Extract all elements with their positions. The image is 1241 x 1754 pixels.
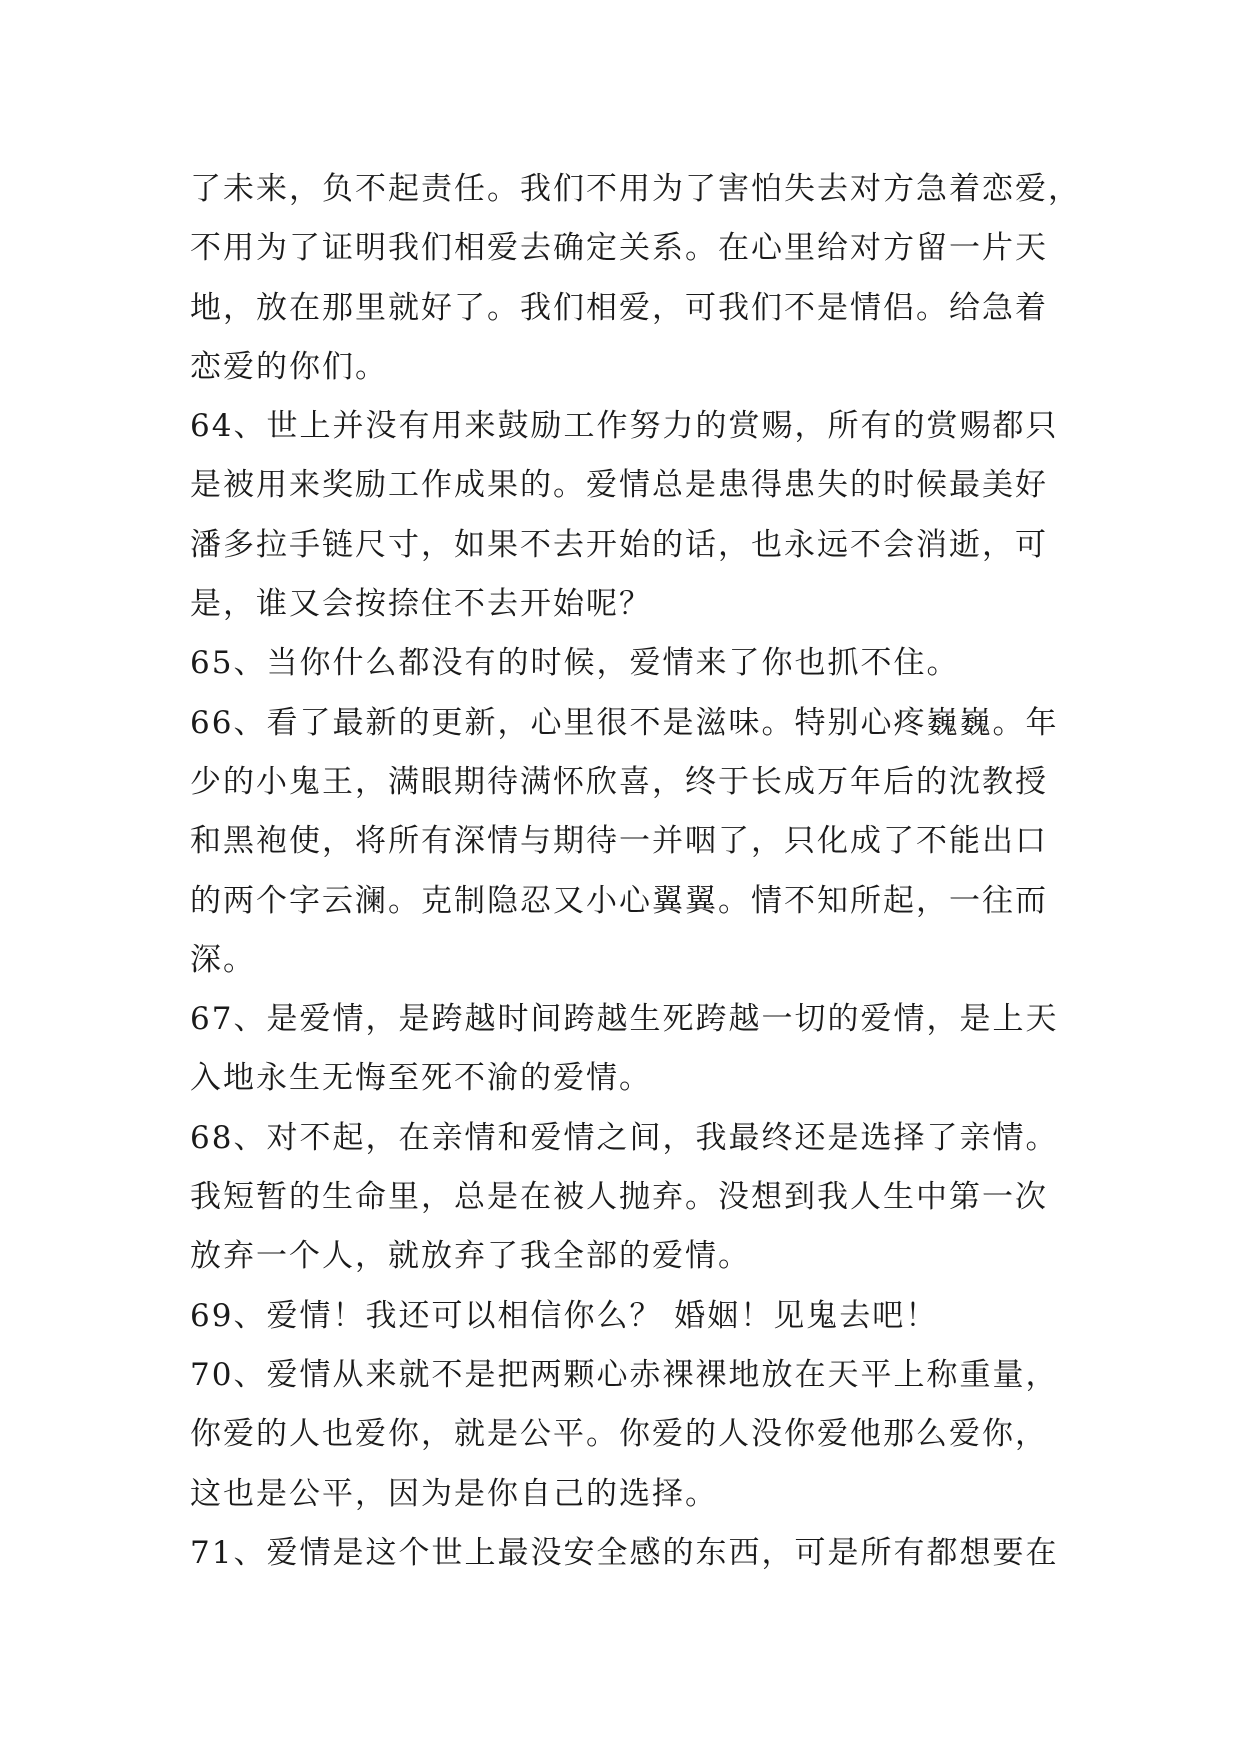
document-body bbox=[190, 160, 1090, 1583]
text-line: 放弃一个人，就放弃了我全部的爱情。 bbox=[190, 1238, 751, 1275]
text-line: 65、当你什么都没有的时候，爱情来了你也抓不住。 bbox=[190, 645, 960, 682]
text-line: 67、是爱情，是跨越时间跨越生死跨越一切的爱情，是上天 bbox=[190, 1001, 1059, 1038]
text-line: 恋爱的你们。 bbox=[190, 348, 388, 385]
text-line: 潘多拉手链尺寸，如果不去开始的话，也永远不会消逝，可 bbox=[190, 526, 1048, 563]
text-line: 了未来，负不起责任。我们不用为了害怕失去对方急着恋爱， bbox=[190, 171, 1081, 207]
text-line: 66、看了最新的更新，心里很不是滋味。特别心疼巍巍。年 bbox=[190, 704, 1059, 741]
text-line: 69、爱情！我还可以相信你么？ 婚姻！见鬼去吧！ bbox=[190, 1297, 939, 1334]
text-line: 和黑袍使，将所有深情与期待一并咽了，只化成了不能出口 bbox=[190, 823, 1048, 860]
text-line: 不用为了证明我们相爱去确定关系。在心里给对方留一片天 bbox=[190, 230, 1048, 267]
text-line: 我短暂的生命里，总是在被人抛弃。没想到我人生中第一次 bbox=[190, 1179, 1048, 1216]
text-line: 地，放在那里就好了。我们相爱，可我们不是情侣。给急着 bbox=[190, 289, 1048, 326]
text-line: 的两个字云澜。克制隐忍又小心翼翼。情不知所起，一往而 bbox=[190, 882, 1048, 919]
text-line: 70、爱情从来就不是把两颗心赤裸裸地放在天平上称重量， bbox=[190, 1356, 1059, 1393]
text-line: 71、爱情是这个世上最没安全感的东西，可是所有都想要在 bbox=[190, 1534, 1059, 1571]
text-line: 这也是公平，因为是你自己的选择。 bbox=[190, 1475, 718, 1512]
text-line: 68、对不起，在亲情和爱情之间，我最终还是选择了亲情。 bbox=[190, 1119, 1059, 1156]
text-line: 64、世上并没有用来鼓励工作努力的赏赐，所有的赏赐都只 bbox=[190, 408, 1059, 445]
text-line: 你爱的人也爱你，就是公平。你爱的人没你爱他那么爱你， bbox=[190, 1416, 1048, 1453]
text-line: 是被用来奖励工作成果的。爱情总是患得患失的时候最美好 bbox=[190, 467, 1048, 504]
text-line: 深。 bbox=[190, 941, 256, 978]
text-line: 是，谁又会按捺住不去开始呢？ bbox=[190, 586, 652, 623]
text-line: 少的小鬼王，满眼期待满怀欣喜，终于长成万年后的沈教授 bbox=[190, 763, 1048, 800]
text-line: 入地永生无悔至死不渝的爱情。 bbox=[190, 1060, 652, 1097]
